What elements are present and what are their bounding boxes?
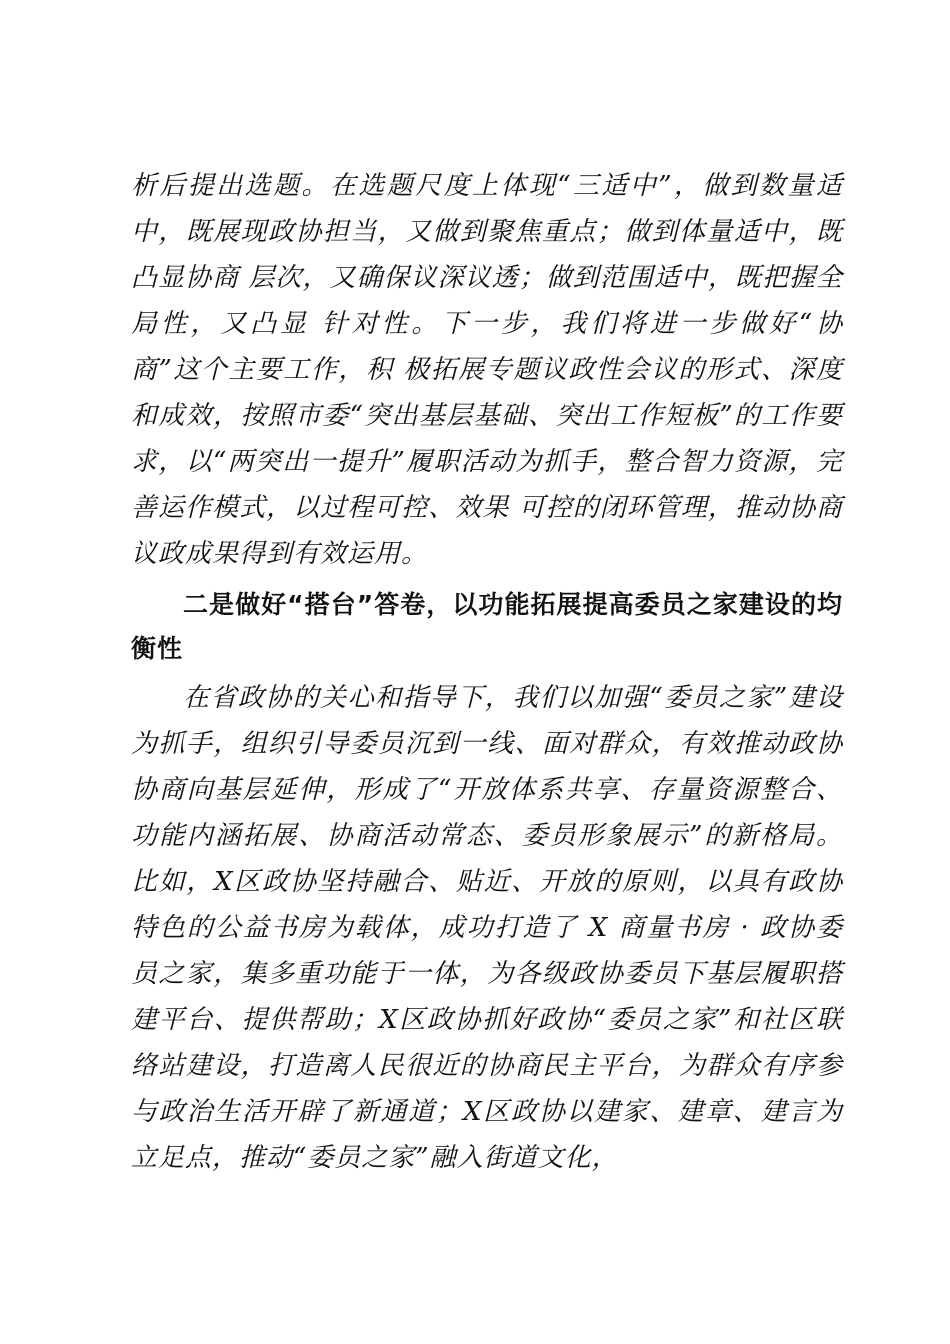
document-body (131, 163, 843, 1181)
paragraph-committee-home: 在省政协的关心和指导下，我们以加强“委员之家”建设为抓手，组织引导委员沉到一线、面对群众，有效推动政协协商向基层延伸，形成了“开放体系共享、存量资源整合、功能内涵拓展、协商活动常态、委员形象展示”的新格局。比如，X区政协坚持融合、贴近、开放的原则，以具有政协特色的公益书房为载体，成功打造了 X 商量书房 · 政协委员之家，集多重功能于一体，为各级政协委员下基层履职搭建平台、提供帮助；X区政协抓好政协“委员之家”和社区联络站建设，打造离人民很近的协商民主平台，为群众有序参与政治生活开辟了新通道；X区政协以建家、建章、建言为立足点，推动“委员之家”融入街道文化， (131, 683, 843, 1173)
section-heading: 二是做好“搭台”答卷，以功能拓展提高委员之家建设的均衡性 (131, 590, 843, 663)
paragraph-continued: 析后提出选题。在选题尺度上体现“三适中”，做到数量适中，既展现政协担当，又做到聚焦重点；做到体量适中，既凸显协商 层次，又确保议深议透；做到范围适中，既把握全局性，又凸显 针对性。下一步，我们将进一步做好“协商”这个主要工作，积 极拓展专题议政性会议的形式、深度和成效，按照市委“突出基层基础、突出工作短板”的工作要求，以“两突出一提升”履职活动为抓手，整合智力资源，完善运作模式，以过程可控、效果 可控的闭环管理，推动协商议政成果得到有效运用。 (131, 171, 843, 569)
